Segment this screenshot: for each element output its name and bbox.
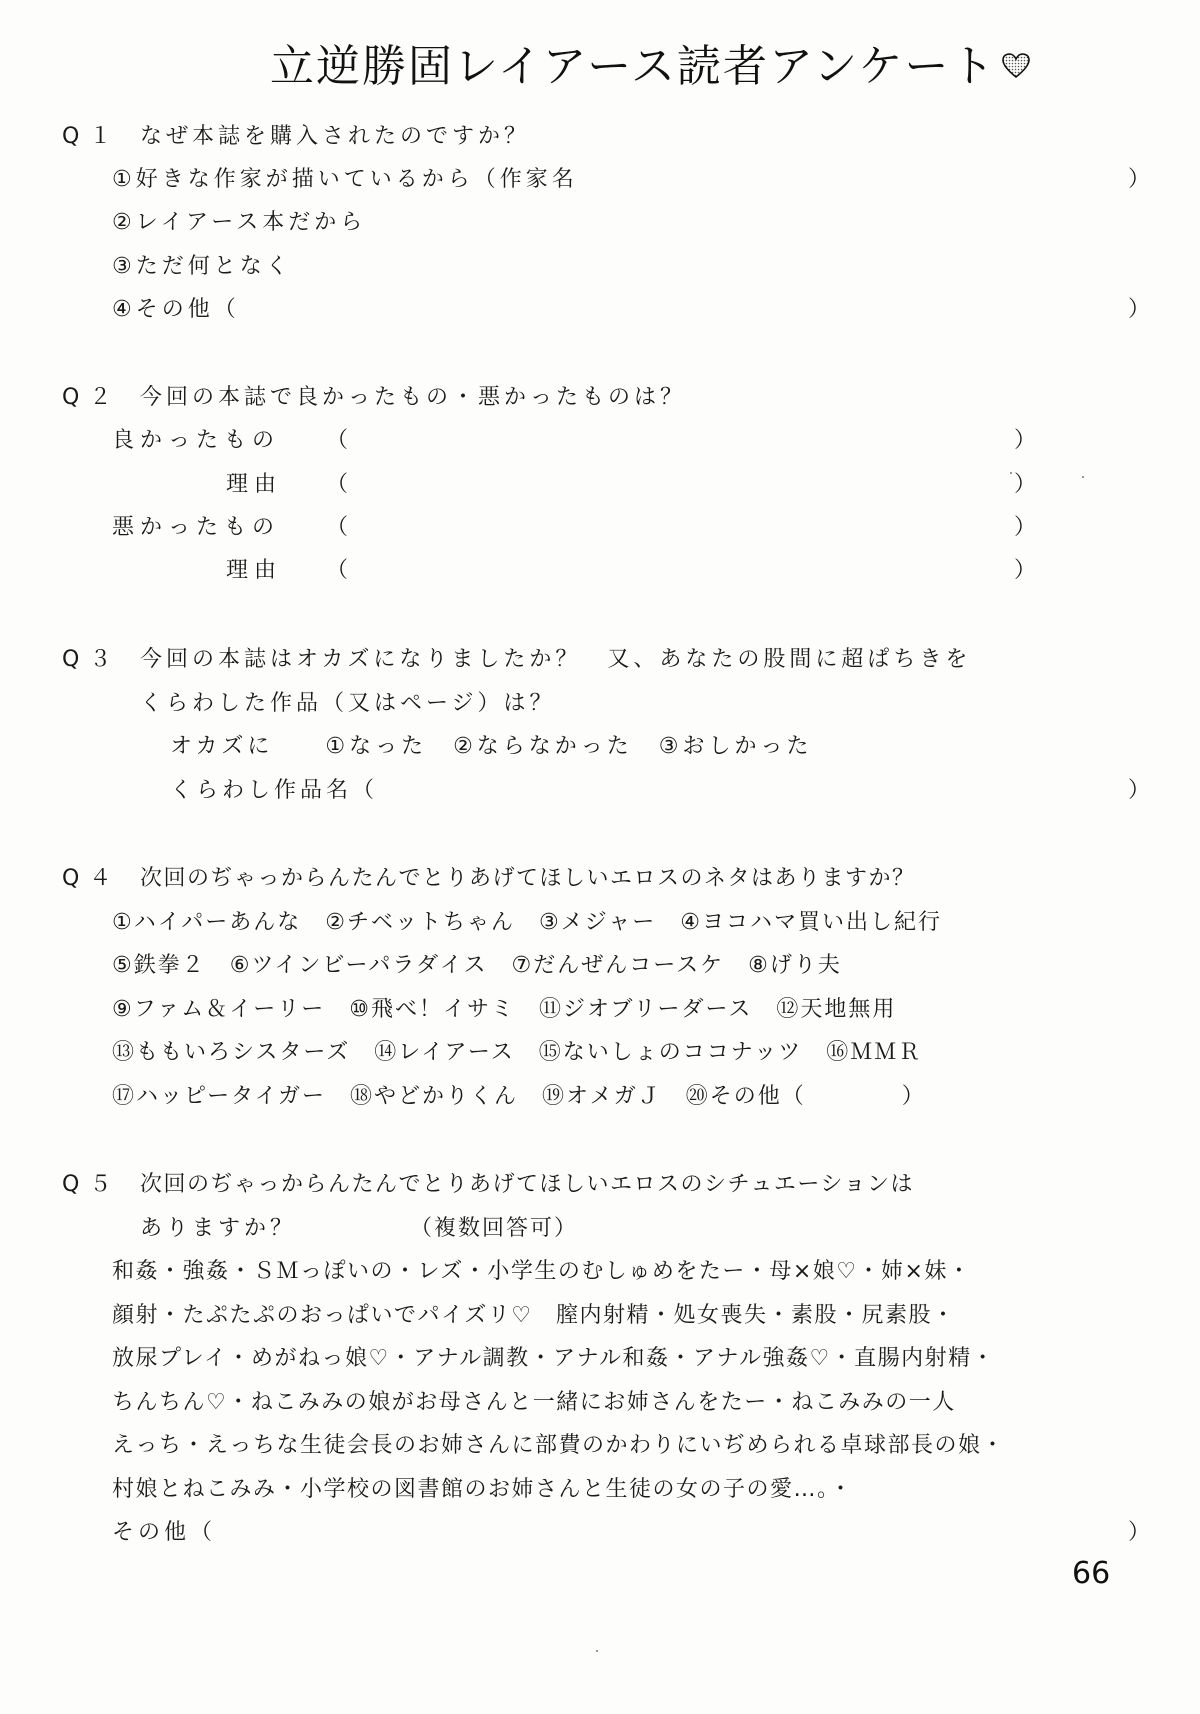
q4-option-row-3: ⑨ファム＆イーリー ⑩飛べ！イサミ ⑪ジオブリーダース ⑫天地無用 (112, 997, 897, 1022)
q1-question: なぜ本誌を購入されたのですか？ (140, 124, 531, 149)
q4-question: 次回のぢゃっからんたんでとりあげてほしいエロスのネタはありますか？ (140, 866, 916, 891)
q3-work-name-close-paren: ） (1128, 778, 1151, 803)
q5-number: Q５ (62, 1172, 122, 1197)
q2-good-reason-open-paren: （ (326, 472, 349, 497)
q3-question-line-1: 今回の本誌はオカズになりましたか？ 又、あなたの股間に超ぱちきを (140, 647, 972, 672)
q5-other-label: その他（ (112, 1520, 217, 1545)
page-title (270, 30, 1010, 94)
q1-option-1: ①好きな作家が描いているから（作家名 (112, 167, 578, 192)
q4-number: Q４ (62, 866, 122, 891)
q2-bad-open-paren: （ (326, 515, 349, 540)
q2-bad-label: 悪かったもの (112, 515, 281, 540)
q4-option-row-4: ⑬ももいろシスターズ ⑭レイアース ⑮ないしょのココナッツ ⑯ＭＭＲ (112, 1040, 923, 1065)
q4-option-row-5: ⑰ハッピータイガー ⑱やどかりくん ⑲オメガＪ ⑳その他（ ） (112, 1084, 926, 1109)
q2-bad-reason-label: 理由 (226, 558, 283, 583)
q2-question: 今回の本誌で良かったもの・悪かったものは？ (140, 385, 687, 410)
scan-speck (1010, 472, 1012, 474)
q4-option-row-2: ⑤鉄拳２ ⑥ツインビーパラダイス ⑦だんぜんコースケ ⑧げり夫 (112, 953, 842, 978)
q2-bad-close-paren: ） (1014, 515, 1037, 540)
q2-good-reason-label: 理由 (226, 472, 283, 497)
q2-number: Q２ (62, 385, 122, 410)
q5-situation-line-1: 和姦・強姦・ＳＭっぽいの・レズ・小学生のむしゅめをたー・母×娘♡・姉×妹・ (112, 1259, 972, 1284)
q5-question-line-1: 次回のぢゃっからんたんでとりあげてほしいエロスのシチュエーションは (140, 1172, 914, 1197)
scan-speck (1082, 476, 1084, 478)
scan-speck (596, 1650, 598, 1652)
q1-option-3: ③ただ何となく (112, 254, 292, 279)
title-text: 立逆勝固レイアース読者アンケート (270, 41, 997, 92)
q2-good-close-paren: ） (1014, 428, 1037, 453)
q1-option-4-close-paren: ） (1128, 297, 1151, 322)
q5-situation-line-6: 村娘とねこみみ・小学校の図書館のお姉さんと生徒の女の子の愛…。・ (112, 1477, 854, 1502)
q5-note: （複数回答可） (410, 1216, 579, 1241)
q5-other-close-paren: ） (1128, 1520, 1151, 1545)
q2-bad-reason-close-paren: ） (1014, 558, 1037, 583)
q3-number: Q３ (62, 647, 122, 672)
q4-option-row-1: ①ハイパーあんな ②チベットちゃん ③メジャー ④ヨコハマ買い出し紀行 (112, 910, 943, 935)
q2-good-reason-close-paren: ） (1014, 472, 1037, 497)
heart-icon (1002, 53, 1030, 79)
q5-situation-line-3: 放尿プレイ・めがねっ娘♡・アナル調教・アナル和姦・アナル強姦♡・直腸内射精・ (112, 1346, 996, 1371)
q2-bad-reason-open-paren: （ (326, 558, 349, 583)
q3-question-line-2: くらわした作品（又はページ）は？ (140, 691, 556, 716)
page-number: 66 (1072, 1556, 1111, 1591)
q5-situation-line-5: えっち・えっちな生徒会長のお姉さんに部費のかわりにいぢめられる卓球部長の娘・ (112, 1433, 1006, 1458)
q3-work-name-label: くらわし作品名（ (170, 778, 379, 803)
q5-situation-line-4: ちんちん♡・ねこみみの娘がお母さんと一緒にお姉さんをたー・ねこみみの一人 (112, 1390, 956, 1415)
q1-option-2: ②レイアース本だから (112, 210, 367, 235)
q5-situation-line-2: 顔射・たぷたぷのおっぱいでパイズリ♡ 膣内射精・処女喪失・素股・尻素股・ (112, 1303, 956, 1328)
q1-option-4: ④その他（ (112, 297, 240, 322)
q1-option-1-close-paren: ） (1128, 167, 1151, 192)
q2-good-open-paren: （ (326, 428, 349, 453)
q2-good-label: 良かったもの (112, 428, 281, 453)
q1-number: Q１ (62, 124, 122, 149)
q5-question-line-2: ありますか？ (140, 1216, 297, 1241)
q3-okazu-options: オカズに ①なった ②ならなかった ③おしかった (170, 734, 813, 759)
